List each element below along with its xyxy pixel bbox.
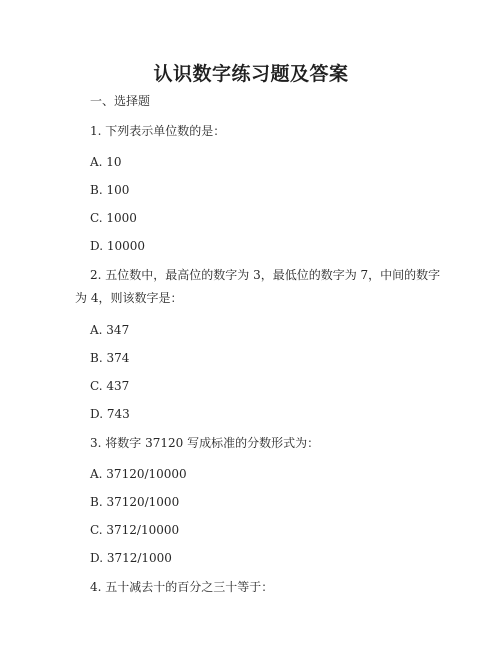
question-4-stem: 4. 五十减去十的百分之三十等于： — [90, 580, 274, 594]
question-2-option-b: B. 374 — [90, 351, 130, 365]
question-2-stem-line-2: 为 4，则该数字是： — [75, 291, 183, 305]
question-1-option-c: C. 1000 — [90, 211, 137, 225]
question-3-option-b: B. 37120/1000 — [90, 495, 180, 509]
question-3-option-a: A. 37120/10000 — [90, 467, 187, 481]
question-2-option-a: A. 347 — [90, 323, 130, 337]
question-2-stem-line-1: 2. 五位数中，最高位的数字为 3，最低位的数字为 7，中间的数字 — [90, 268, 441, 282]
question-1-stem: 1. 下列表示单位数的是： — [90, 124, 226, 138]
question-3-stem: 3. 将数字 37120 写成标准的分数形式为： — [90, 436, 320, 450]
question-3-option-c: C. 3712/10000 — [90, 523, 180, 537]
question-1-option-b: B. 100 — [90, 183, 130, 197]
document-title: 认识数字练习题及答案 — [153, 63, 349, 85]
question-1-option-a: A. 10 — [90, 155, 122, 169]
question-2-option-c: C. 437 — [90, 379, 130, 393]
question-2-option-d: D. 743 — [90, 407, 130, 421]
section-heading: 一、选择题 — [90, 94, 151, 108]
question-1-option-d: D. 10000 — [90, 239, 145, 253]
question-3-option-d: D. 3712/1000 — [90, 551, 172, 565]
